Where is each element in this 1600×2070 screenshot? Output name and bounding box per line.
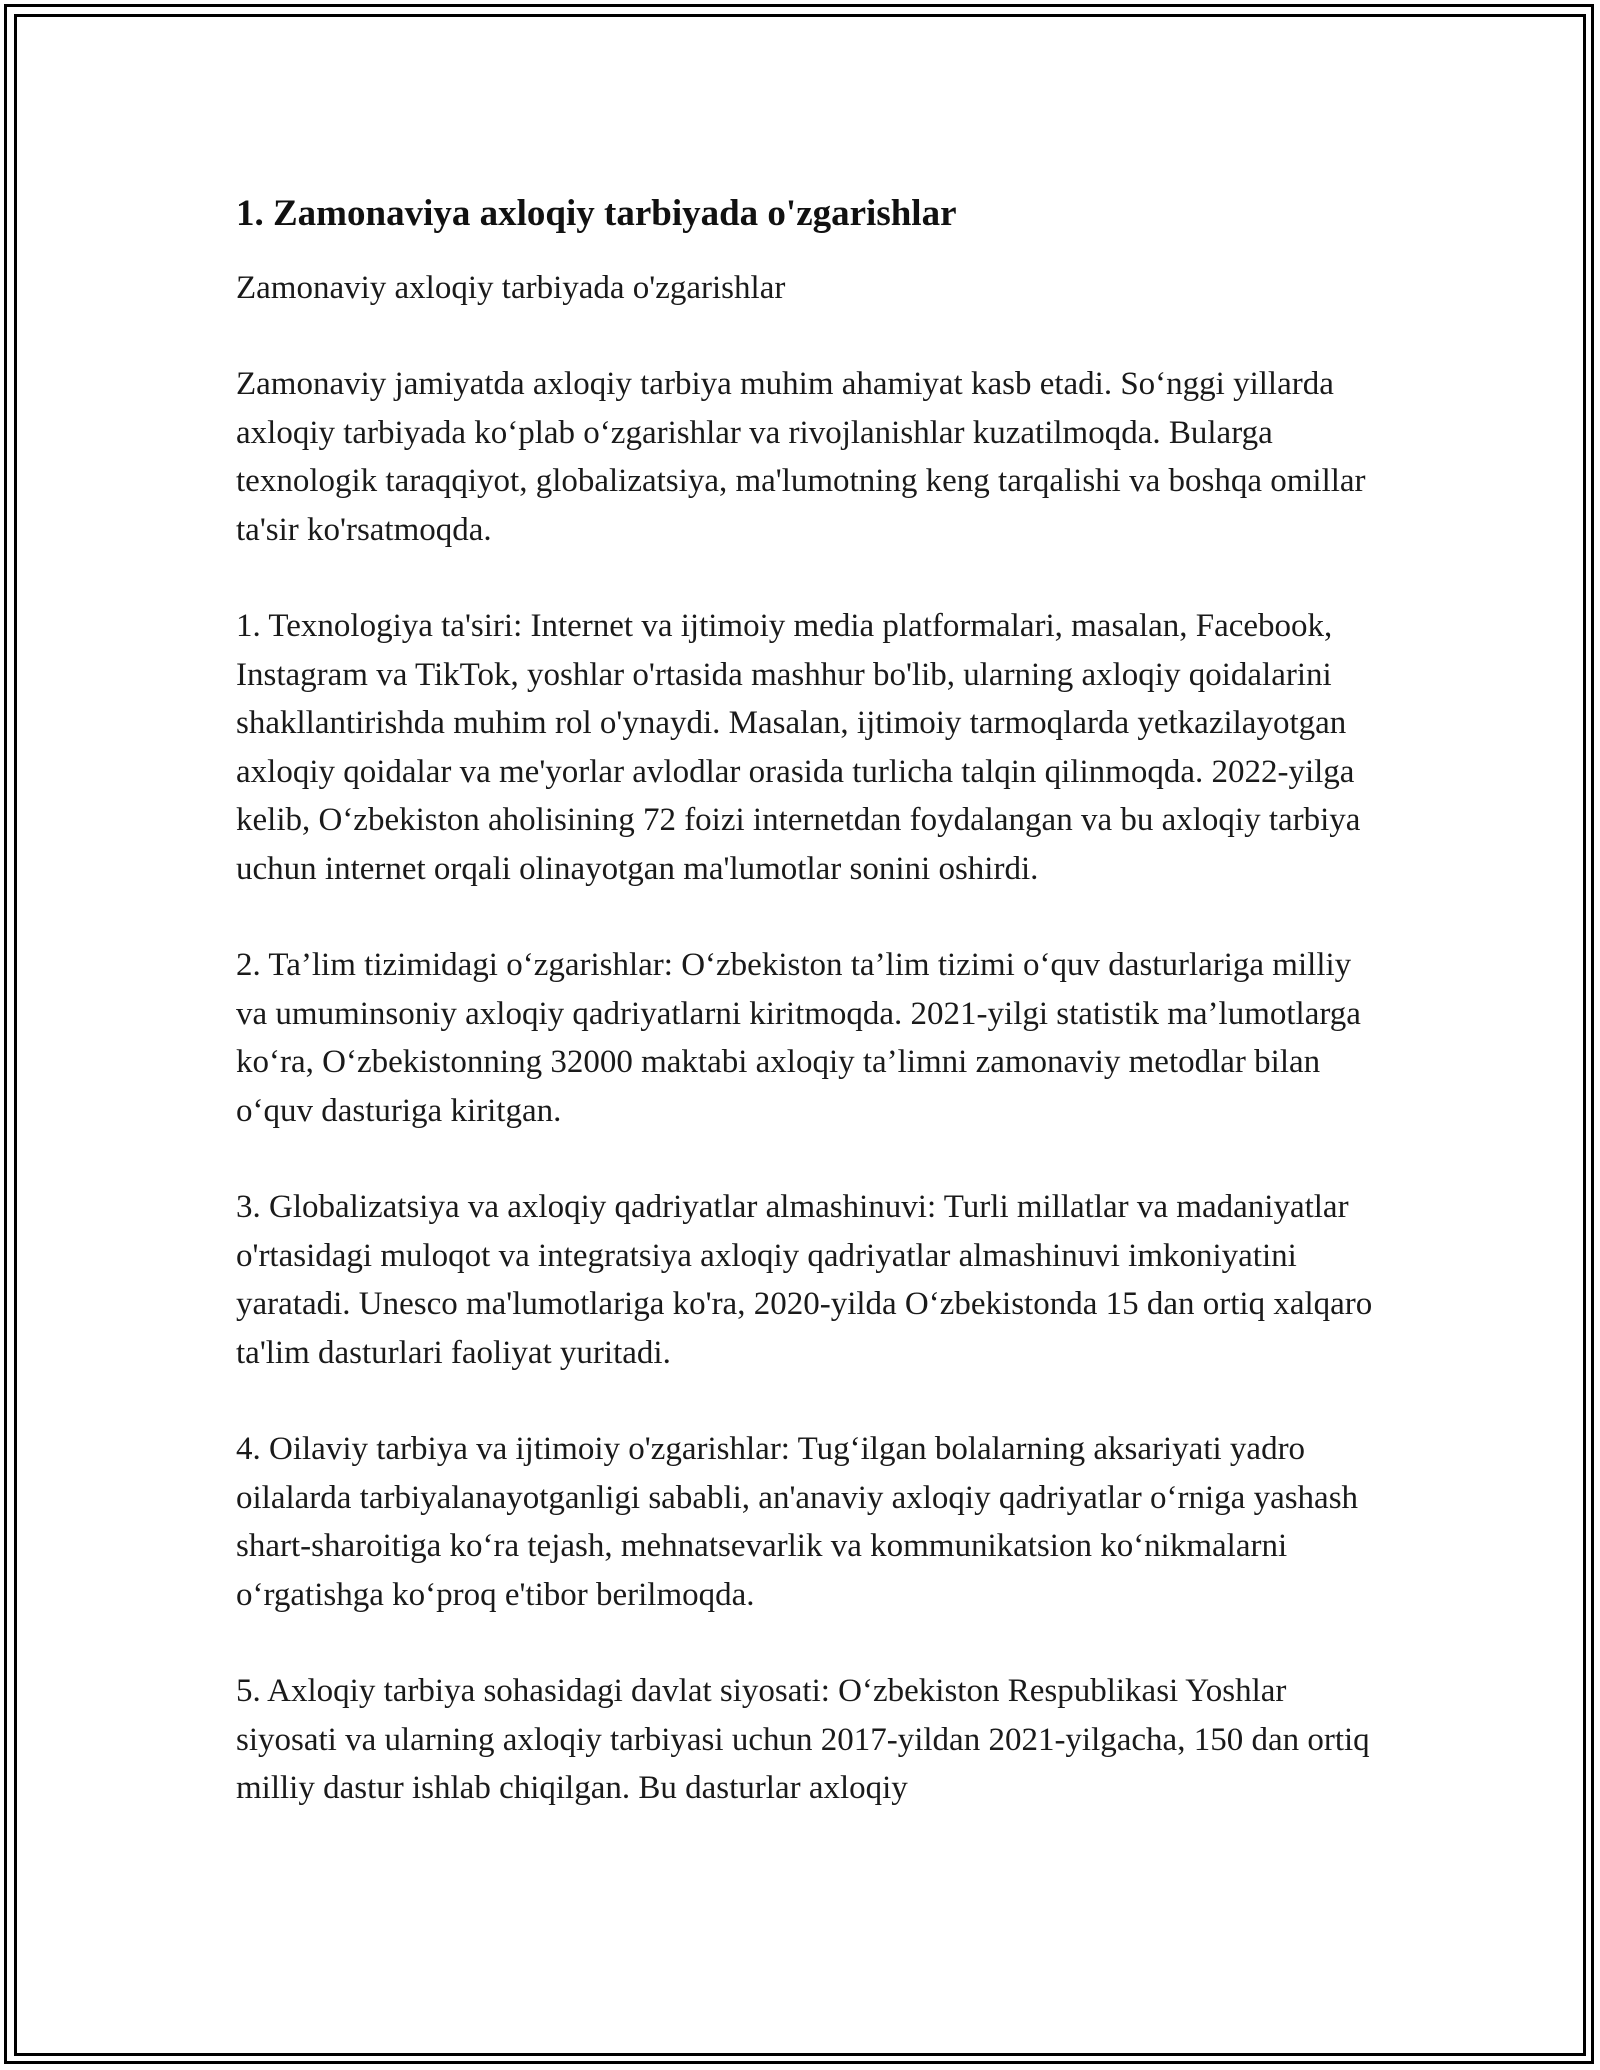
paragraph-state-policy: 5. Axloqiy tarbiya sohasidagi davlat siyosati: O‘zbekiston Respublikasi Yoshlar siyosati va ularning axloqiy tarbiyasi uchun 2017-yildan 2021-yilgacha, 150 dan ortiq milliy dastur ishlab chiqilgan. Bu dasturlar axloqiy [236, 1673, 1370, 1806]
document-body [236, 188, 1376, 1813]
paragraph-education: 2. Ta’lim tizimidagi o‘zgarishlar: O‘zbekiston ta’lim tizimi o‘quv dasturlariga milliy va umuminsoniy axloqiy qadriyatlarni kiritmoqda. 2021-yilgi statistik ma’lumotlarga ko‘ra, O‘zbekistonning 32000 maktabi axloqiy ta’limni zamonaviy metodlar bilan o‘quv dasturiga kiritgan. [236, 947, 1361, 1129]
paragraph-globalization: 3. Globalizatsiya va axloqiy qadriyatlar almashinuvi: Turli millatlar va madaniyatlar o'rtasidagi muloqot va integratsiya axloqiy qadriyatlar almashinuvi imkoniyatini yaratadi. Unesco ma'lumotlariga ko'ra, 2020-yilda O‘zbekistonda 15 dan ortiq xalqaro ta'lim dasturlari faoliyat yuritadi. [236, 1189, 1373, 1371]
paragraph-technology: 1. Texnologiya ta'siri: Internet va ijtimoiy media platformalari, masalan, Facebook, Instagram va TikTok, yoshlar o'rtasida mashhur bo'lib, ularning axloqiy qoidalarini shakllantirishda muhim rol o'ynaydi. Masalan, ijtimoiy tarmoqlarda yetkazilayotgan axloqiy qoidalar va me'yorlar avlodlar orasida turlicha talqin qilinmoqda. 2022-yilga kelib, O‘zbekiston aholisining 72 foizi internetdan foydalangan va bu axloqiy tarbiya uchun internet orqali olinayotgan ma'lumotlar sonini oshirdi. [236, 608, 1361, 887]
document-subtitle: Zamonaviy axloqiy tarbiyada o'zgarishlar [236, 270, 786, 306]
document-title: 1. Zamonaviya axloqiy tarbiyada o'zgarishlar [236, 193, 957, 234]
paragraph-family: 4. Oilaviy tarbiya va ijtimoiy o'zgarishlar: Tug‘ilgan bolalarning aksariyati yadro oilalarda tarbiyalanayotganligi sababli, an'anaviy axloqiy qadriyatlar o‘rniga yashash shart-sharoitiga ko‘ra tejash, mehnatsevarlik va kommunikatsion ko‘nikmalarni o‘rgatishga ko‘proq e'tibor berilmoqda. [236, 1431, 1359, 1613]
intro-paragraph: Zamonaviy jamiyatda axloqiy tarbiya muhim ahamiyat kasb etadi. So‘nggi yillarda axloqiy tarbiyada ko‘plab o‘zgarishlar va rivojlanishlar kuzatilmoqda. Bularga texnologik taraqqiyot, globalizatsiya, ma'lumotning keng tarqalishi va boshqa omillar ta'sir ko'rsatmoqda. [236, 366, 1366, 548]
